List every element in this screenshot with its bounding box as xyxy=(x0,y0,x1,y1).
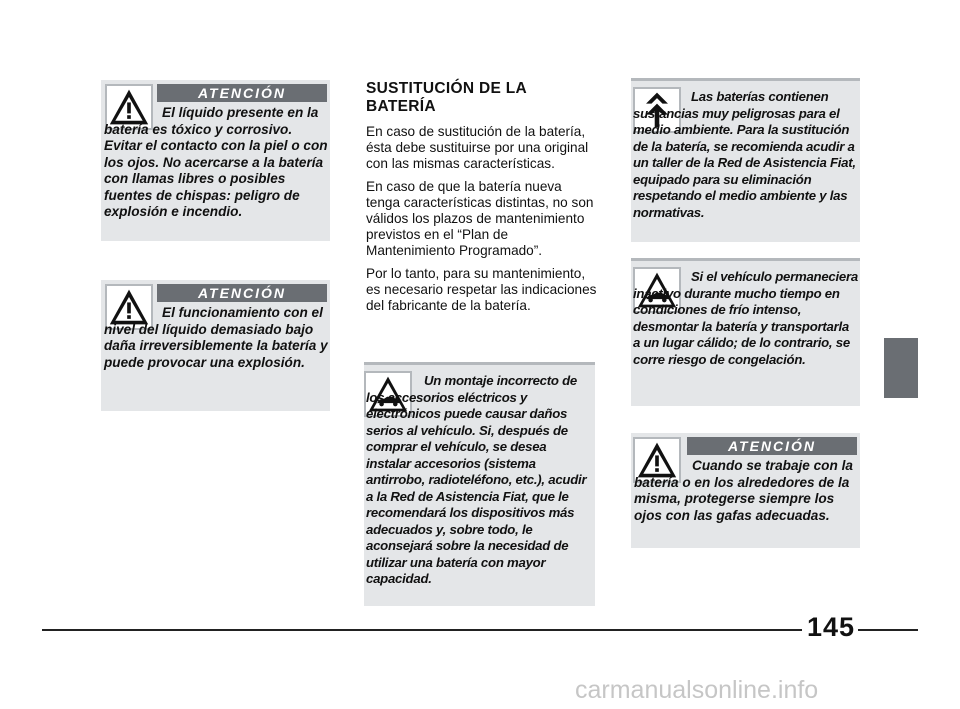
chapter-tab xyxy=(884,338,918,398)
footer-rule-right xyxy=(858,629,918,631)
warning-text: El funcionamiento con el nivel del líquido demasiado bajo daña irreversiblemente la batería y puede provocar una explosión. xyxy=(104,305,328,370)
note-box-cold xyxy=(631,258,860,406)
paragraph: En caso de sustitución de la batería, ésta debe sustituirse por una original con las mismas características. xyxy=(366,124,589,171)
paragraph: Por lo tanto, para su mantenimiento, es necesario respetar las indicaciones del fabricante de la batería. xyxy=(366,266,597,313)
battery-replacement-section xyxy=(366,80,598,321)
footer-rule-left xyxy=(42,629,802,631)
attention-band: ATENCIÓN xyxy=(157,84,327,102)
note-box-environment xyxy=(631,78,860,242)
warning-box-eyes xyxy=(631,433,860,548)
attention-band: ATENCIÓN xyxy=(687,437,857,455)
warning-box-level xyxy=(101,280,330,411)
note-text: Un montaje incorrecto de los accesorios eléctricos y electrónicos puede causar daños serios al vehículo. Si, después de comprar el vehículo, se desea instalar accesorios (sistema antirrobo, radioteléfono, etc.), acudir a la Red de Asistencia Fiat, que le recomendará los dispositivos más adecuados y, sobre todo, le aconsejará sobre la necesidad de utilizar una batería con mayor capacidad. xyxy=(366,373,587,586)
watermark: carmanualsonline.info xyxy=(575,676,819,704)
note-box-accessories xyxy=(364,362,595,606)
title-line: SUSTITUCIÓN DE LA xyxy=(366,80,527,97)
page-number: 145 xyxy=(807,612,856,642)
section-title xyxy=(366,80,598,116)
title-line: BATERÍA xyxy=(366,98,436,115)
warning-text: Cuando se trabaje con la batería o en los alrededores de la misma, protegerse siempre los ojos con las gafas adecuadas. xyxy=(634,458,853,523)
note-text: Si el vehículo permaneciera inactivo durante mucho tiempo en condiciones de frío intenso, desmontar la batería y transportarla a un lugar cálido; de lo contrario, se corre riesgo de congelación. xyxy=(633,269,858,367)
warning-box-toxic xyxy=(101,80,330,241)
attention-band: ATENCIÓN xyxy=(157,284,327,302)
warning-text: El líquido presente en la batería es tóxico y corrosivo. Evitar el contacto con la piel o con los ojos. No acercarse a la batería con llamas libres o posibles fuentes de chispas: peligro de explosión e incendio. xyxy=(104,105,328,219)
paragraph: En caso de que la batería nueva tenga características distintas, no son válidos los plazos de mantenimiento previstos en el “Plan de Mantenimiento Programado”. xyxy=(366,179,594,258)
note-text: Las baterías contienen sustancias muy peligrosas para el medio ambiente. Para la sustitución de la batería, se recomienda acudir a un taller de la Red de Asistencia Fiat, equipado para su eliminación respetando el medio ambiente y las normativas. xyxy=(633,89,856,220)
